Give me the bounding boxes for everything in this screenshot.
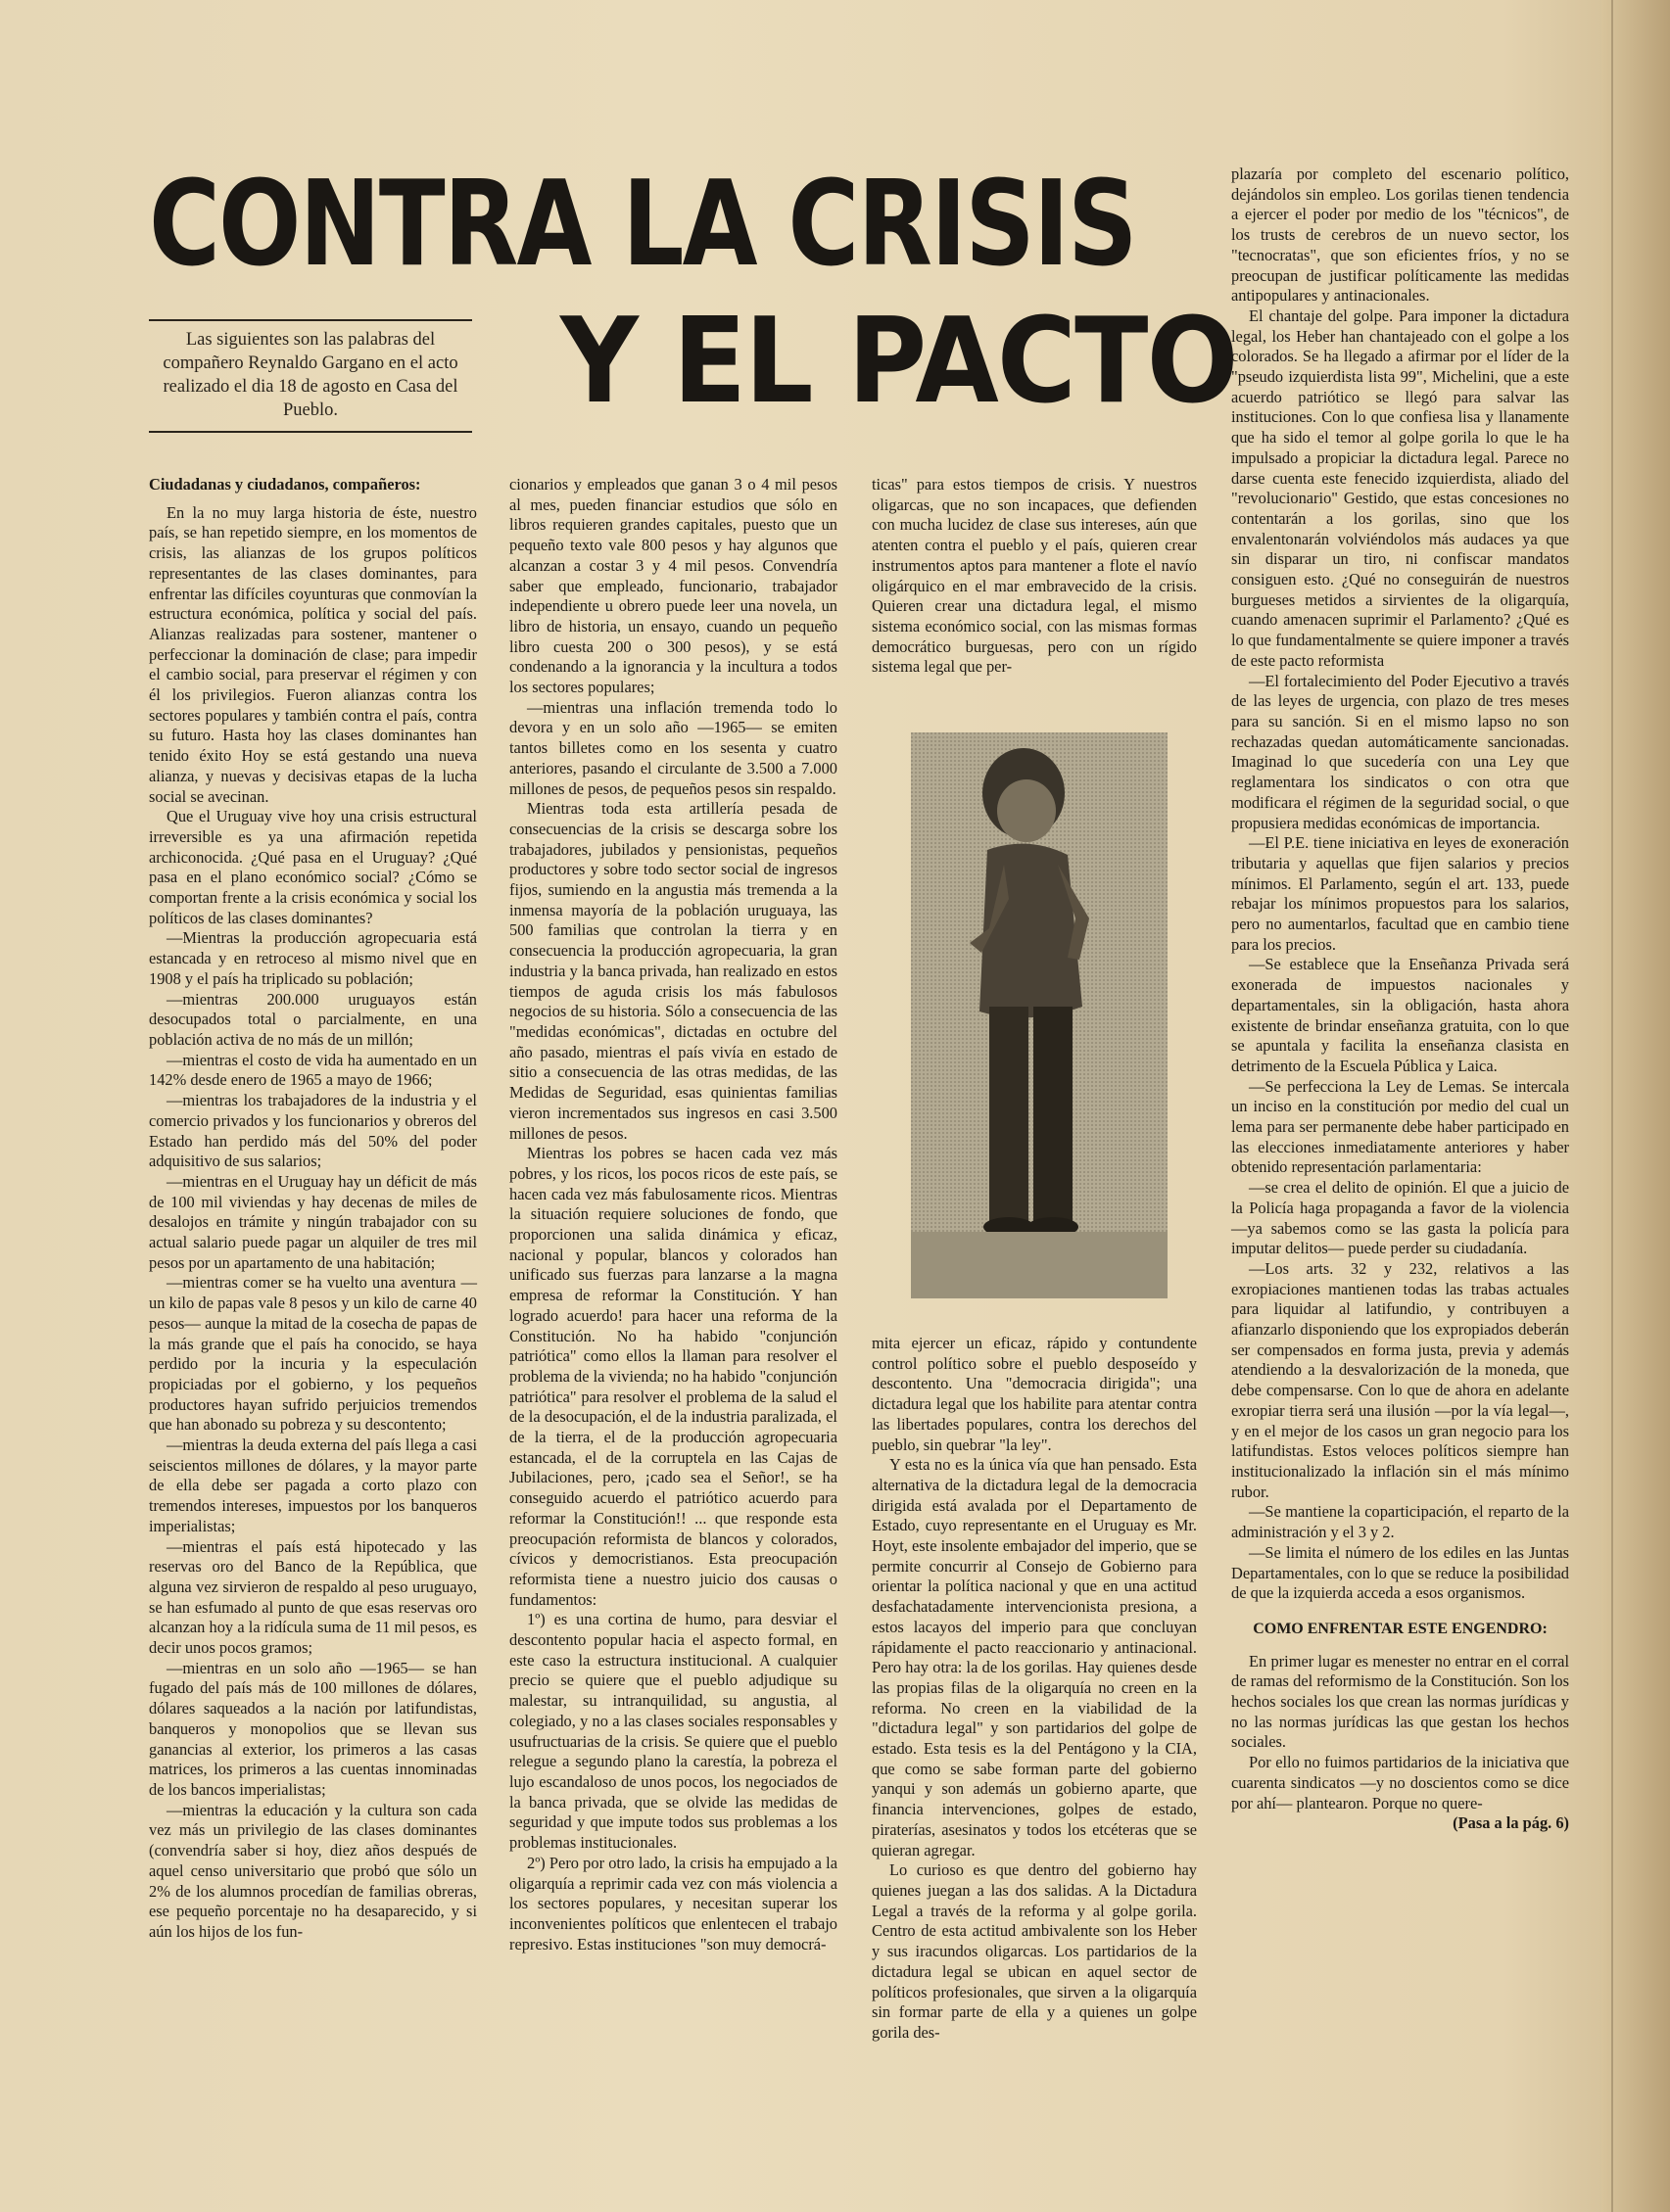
column-1	[149, 475, 477, 1943]
paragraph: mita ejercer un eficaz, rápido y contundente control político sobre el pueblo desposeído y descontento. Una "democracia dirigida"; una dictadura legal que los habilite para atentar contra las libertades populares, contra los derechos del pueblo, sin quebrar "la ley".	[872, 1334, 1197, 1454]
paragraph: —mientras 200.000 uruguayos están desocupados total o parcialmente, en una población activa de no más de un millón;	[149, 989, 477, 1049]
continuation-note: (Pasa a la pág. 6)	[1453, 1813, 1569, 1833]
paragraph: En la no muy larga historia de éste, nuestro país, se han repetido siempre, en los momentos de crisis, las alianzas de los grupos políticos representantes de las clases dominantes, para enfrentar las difíciles coyunturas que conmovían la estructura económica, política y social del país. Alianzas realizadas para sostener, mantener o perfeccionar la dominación de clase; para impedir el cambio social, para preservar el régimen y con él los privilegios. Fueron alianzas contra los sectores populares y también contra el país, contra su futuro. Hasta hoy las clases dominantes han tenido éxito Hoy se está gestando una nueva alianza, y nuevas y decisivas etapas de la lucha social se avecinan.	[149, 502, 477, 806]
paragraph: Y esta no es la única vía que han pensado. Esta alternativa de la dictadura legal de la democracia dirigida está avalada por el Departamento de Estado, cuyo representante en el Uruguay es Mr. Hoyt, este insolente embajador del imperio, que se permite concurrir al Consejo de Gobierno para orientar la política nacional y que en una actitud desfachatadamente intervencionista presiona, a estos lacayos del imperio para que concluyan rápidamente el pacto reaccionario y antinacional. Pero hay otra: la de los gorilas. Hay quienes desde las propias filas de la oligarquía no creen en la reforma. No creen en la viabilidad de la "dictadura legal" y son partidarios del golpe de estado. Esta tesis es la del Pentágono y la CIA, que como se sabe forman parte del gobierno yanqui y son además un gobierno aparte, que financia intervenciones, golpes de estado, piraterías, asesinatos y todos los etcéteras que se quieran agregar.	[872, 1455, 1197, 1859]
column-4-closing-paragraphs	[1231, 1652, 1569, 1814]
paragraph: —Se limita el número de los ediles en las Juntas Departamentales, con lo que se reduce la posibilidad de que la izquierda acceda a esos organismos.	[1231, 1542, 1569, 1603]
paragraph: —Mientras la producción agropecuaria está estancada y en retroceso al mismo nivel que en 1908 y el país ha triplicado su población;	[149, 928, 477, 988]
column-3-top	[872, 475, 1197, 678]
paragraph: Lo curioso es que dentro del gobierno hay quienes juegan a las dos salidas. A la Dictadura Legal a través de la reforma y al golpe gorila. Centro de esta actitud ambivalente son los Heber y sus iracundos oligarcas. Los partidarios de la dictadura legal se ubican en aquel sector de políticos profesionales, que sirven a la oligarquía sin formar parte de ella y a quienes un golpe gorila des-	[872, 1860, 1197, 2042]
column-4-paragraphs	[1231, 165, 1569, 1604]
column-1-paragraphs	[149, 503, 477, 1943]
child-photograph	[911, 732, 1168, 1298]
paragraph: cionarios y empleados que ganan 3 o 4 mil pesos al mes, pueden financiar estudios que sólo en libros requieren grandes capitales, puesto que un pequeño texto vale 800 pesos y hay algunos que alcanzan a costar 3 y 4 mil pesos. Convendría saber que empleado, funcionario, trabajador independiente u obrero puede leer una novela, un libro de historia, un ensayo, cuando un pequeño libro cuesta 200 o 300 pesos), y se está condenando a la ignorancia y la incultura a todos los sectores populares;	[509, 475, 837, 697]
paragraph: —Se establece que la Enseñanza Privada será exonerada de impuestos nacionales y departamentales, sin la obligación, hasta ahora existente de brindar enseñanza gratuita, con lo que se apuntala y facilita la enseñanza clasista en detrimento de la Escuela Pública y Laica.	[1231, 955, 1569, 1075]
paragraph: —El P.E. tiene iniciativa en leyes de exoneración tributaria y aquellas que fijen salarios y precios mínimos. El Parlamento, según el art. 133, puede rebajar los mínimos propuestos para los salarios, pero no aumentarlos, facultad que en cambio tiene para los precios.	[1231, 833, 1569, 954]
paragraph: El chantaje del golpe. Para imponer la dictadura legal, los Heber han chantajeado con el golpe a los colorados. Se ha llegado a afirmar por el líder de la "pseudo izquierdista lista 99", Michelini, que a este acuerdo patriótico se llegó para salvar las instituciones. Con lo que confiesa lisa y llanamente que ha sido el temor al golpe gorila lo que le ha impulsado a propiciar la dictadura legal. Parece no darse cuenta este fenecido izquierdista, aliado del "revolucionario" Gestido, que estas concesiones no contentarán a los gorilas, sino que los envalentonarán volviéndolos más audaces ya que sin disparar un tiro, ni confiscar mandatos consiguen esto. ¿Qué no conseguirán de nuestros burgueses metidos a sirvientes de la oligarquía, cuando amenacen suprimir el Parlamento? ¿Qué es lo que fundamentalmente se quiere imponer a través de este pacto reformista	[1231, 306, 1569, 670]
intro-top-rule	[149, 319, 472, 321]
column-3-bottom	[872, 1334, 1197, 2044]
paragraph: Por ello no fuimos partidarios de la iniciativa que cuarenta sindicatos —y no doscientos como se dice por ahí— plantearon. Porque no quere-	[1231, 1753, 1569, 1812]
section-subheading: COMO ENFRENTAR ESTE ENGENDRO:	[1253, 1620, 1548, 1637]
paragraph: 1º) es una cortina de humo, para desviar el descontento popular hacia el aspecto formal, en este caso la estructura institucional. A cualquier precio se quiere que el pueblo adjudique su malestar, su intranquilidad, su angustia, al colegiado, y no a las clases sociales responsables y usufructuarias de la crisis. Se quiere que el pueblo relegue a segundo plano la carestía, la pobreza el lujo escandaloso de unos pocos, los negociados de la banca privada, que se olvide las medidas de seguridad y que impute todos sus problemas a los problemas institucionales.	[509, 1610, 837, 1853]
paragraph: —mientras en el Uruguay hay un déficit de más de 100 mil viviendas y hay decenas de miles de desalojos en trámite y ningún trabajador con su actual salario puede pagar un alquiler de tres mil pesos por un apartamento de una habitación;	[149, 1171, 477, 1272]
intro-bottom-rule	[149, 431, 472, 433]
column-4	[1231, 165, 1569, 1834]
page-fold-line	[1611, 0, 1613, 2212]
salutation: Ciudadanas y ciudadanos, compañeros:	[149, 475, 421, 494]
column-2-paragraphs	[509, 475, 837, 1954]
intro-text: Las siguientes son las palabras del compañero Reynaldo Gargano en el acto realizado el dia 18 de agosto en Casa del Pueblo.	[163, 330, 458, 420]
headline-line-2: Y EL PACTO	[560, 294, 1237, 430]
child-figure-image	[911, 732, 1168, 1298]
paragraph: —Se mantiene la coparticipación, el reparto de la administración y el 3 y 2.	[1231, 1502, 1569, 1542]
paragraph: —mientras la deuda externa del país llega a casi seiscientos millones de dólares, y la mayor parte de ella debe ser pagada a corto plazo con tremendos intereses, impuestos por los banqueros imperialistas;	[149, 1435, 477, 1535]
paragraph: —Se perfecciona la Ley de Lemas. Se intercala un inciso en la constitución por medio del cual un lema para ser permanente debe haber participado en las elecciones inmediatamente anteriores y haber obtenido representación parlamentaria:	[1231, 1076, 1569, 1177]
paragraph: —El fortalecimiento del Poder Ejecutivo a través de las leyes de urgencia, con plazo de tres meses para su sanción. Si en el mismo lapso no son rechazadas quedan automáticamente sancionadas. Imaginad lo que sucedería con una Ley que reglamentara los sindicatos o con otra que modificara el régimen de la seguridad social, o que propusiera medidas económicas de importancia.	[1231, 671, 1569, 832]
paragraph: —mientras el país está hipotecado y las reservas oro del Banco de la República, que alguna vez sirvieron de respaldo al peso uruguayo, se han esfumado al punto de que esas reservas oro alcanzan hoy a la ridícula suma de 11 mil pesos, es decir unos pocos gramos;	[149, 1536, 477, 1658]
paragraph: —mientras los trabajadores de la industria y el comercio privados y los funcionarios y obreros del Estado han perdido más del 50% del poder adquisitivo de sus salarios;	[149, 1091, 477, 1171]
paragraph: Mientras los pobres se hacen cada vez más pobres, y los ricos, los pocos ricos de este país, se hacen cada vez más fabulosamente ricos. Mientras la situación requiere soluciones de fondo, que proporcionen una salida dinámica y eficaz, nacional y popular, blancos y colorados han unificado sus fuerzas para lanzarse a la magna empresa de reformar la Constitución. Y han logrado acuerdo! para hacer una reforma de la Constitución. No ha habido "conjunción patriótica" como ellos la llaman para resolver el problema de la vivienda; no ha habido "conjunción patriótica" para resolver el problema de la salud el de la desocupación, el de la industria paralizada, el de la tierra, el de la producción agropecuaria estancada, el de la corruptela en las Cajas de Jubilaciones, pero, ¡cado sea el Señor!, se ha conseguido acuerdo el patriótico acuerdo para reformar la Constitución!! ... que responde esta preocupación reformista de blancos y colorados, cívicos y democristianos. Esta preocupación reformista tiene a nuestro juicio dos causas o fundamentos:	[509, 1144, 837, 1609]
paragraph: ticas" para estos tiempos de crisis. Y nuestros oligarcas, que no son incapaces, que defienden con mucha lucidez de clase sus intereses, aún que atenten contra el pueblo y el país, quieren crear instrumentos aptos para mantener a flote el navío oligárquico en el mar embravecido de la crisis. Quieren crear una dictadura legal, el mismo sistema económico social, con las mismas formas democrático burguesas, pero con un rígido sistema legal que per-	[872, 475, 1197, 677]
paragraph: Que el Uruguay vive hoy una crisis estructural irreversible es ya una afirmación repetida archiconocida. ¿Qué pasa en el Uruguay? ¿Qué pasa en el plano económico social? ¿Cómo se comportan frente a la crisis económica y social los políticos de las clases dominantes?	[149, 807, 477, 927]
paragraph: —mientras una inflación tremenda todo lo devora y en un solo año —1965— se emiten tantos billetes como en los sesenta y cuatro anteriores, pasando el circulante de 3.500 a 7.000 millones de pesos, de pequeños pesos sin respaldo.	[509, 697, 837, 798]
column-3-bottom-paragraphs	[872, 1334, 1197, 2044]
paragraph: —mientras en un solo año —1965— se han fugado del país más de 100 millones de dólares, dólares saqueados a la nación por latifundistas, banqueros y monopolios que se llevan sus ganancias al exterior, los primeros a las casas matrices, los primeros a las cuentas innominadas de los bancos imperialistas;	[149, 1658, 477, 1799]
column-2	[509, 475, 837, 1954]
paragraph: 2º) Pero por otro lado, la crisis ha empujado a la oligarquía a reprimir cada vez con más violencia a los sectores populares, y necesitan superar los inconvenientes políticos que enlentecen el trabajo represivo. Estas instituciones "son muy democrá-	[509, 1853, 837, 1953]
paragraph: —mientras la educación y la cultura son cada vez más un privilegio de las clases dominantes (convendría saber si hoy, diez años después de aquel censo universitario que probó que sólo un 2% de los alumnos procedían de familias obreras, ese pequeño porcentaje no ha desaparecido, y si aún los hijos de los fun-	[149, 1800, 477, 1941]
headline-line-1: CONTRA LA CRISIS	[149, 157, 1136, 293]
paragraph: —se crea el delito de opinión. El que a juicio de la Policía haga propaganda a favor de la violencia —ya sabemos como se las gasta la policía para imputar delitos— puede perder su ciudadanía.	[1231, 1178, 1569, 1258]
paragraph: plazaría por completo del escenario político, dejándolos sin empleo. Los gorilas tienen tendencia a ejercer el poder por medio de los "técnicos", de los trusts de cerebros de un nuevo sector, los "tecnocratas", que son eficientes fríos, y no se preocupan de justificar políticamente las medidas antipopulares y antinacionales.	[1231, 165, 1569, 306]
paragraph: En primer lugar es menester no entrar en el corral de ramas del reformismo de la Constitución. Son los hechos sociales los que crean las normas jurídicas y no las normas jurídicas las que gestan los hechos sociales.	[1231, 1651, 1569, 1752]
paragraph: —mientras comer se ha vuelto una aventura —un kilo de papas vale 8 pesos y un kilo de carne 40 pesos— aunque la mitad de la cosecha de papas de la más grande que el país ha conocido, se haya perdido por la incuria y la especulación propiciadas por el gobierno, y los pequeños productores hayan sufrido perjuicios tremendos que han abonado su pobreza y su descontento;	[149, 1273, 477, 1435]
paragraph: Mientras toda esta artillería pesada de consecuencias de la crisis se descarga sobre los trabajadores, jubilados y pensionistas, pequeños productores y sobre todo sector social de ingresos fijos, sumiendo en la angustia más tremenda a la inmensa mayoría de la población uruguaya, las 500 familias que controlan la tierra y en consecuencia la producción agropecuaria, la gran industria y la banca privada, han realizado en estos tiempos de aguda crisis los más fabulosos negocios de su historia. Sólo a consecuencia de las "medidas económicas", dictadas en octubre del año pasado, mientras el país vivía en estado de sitio a consecuencia de las otras medidas, de las Medidas de Seguridad, esas quinientas familias vieron incrementados sus ingresos en casi 3.500 millones de pesos.	[509, 799, 837, 1143]
paragraph: —Los arts. 32 y 232, relativos a las exropiaciones mantienen todas las trabas actuales para liquidar al latifundio, y contribuyen a afianzarlo disponiendo que los expropiados deberán ser compensados en forma justa, previa y además atendiendo a la desvalorización de la moneda, que debe compensarse. Con lo que de ahora en adelante exropiar tierra será una ilusión —por la vía legal—, y en el mejor de los casos un gran negocio para los latifundistas. Estos veloces políticos siempre han institucionalizado la inflación sin el más mínimo rubor.	[1231, 1258, 1569, 1501]
paragraph: —mientras el costo de vida ha aumentado en un 142% desde enero de 1965 a mayo de 1966;	[149, 1050, 477, 1090]
column-3-top-paragraphs	[872, 475, 1197, 678]
